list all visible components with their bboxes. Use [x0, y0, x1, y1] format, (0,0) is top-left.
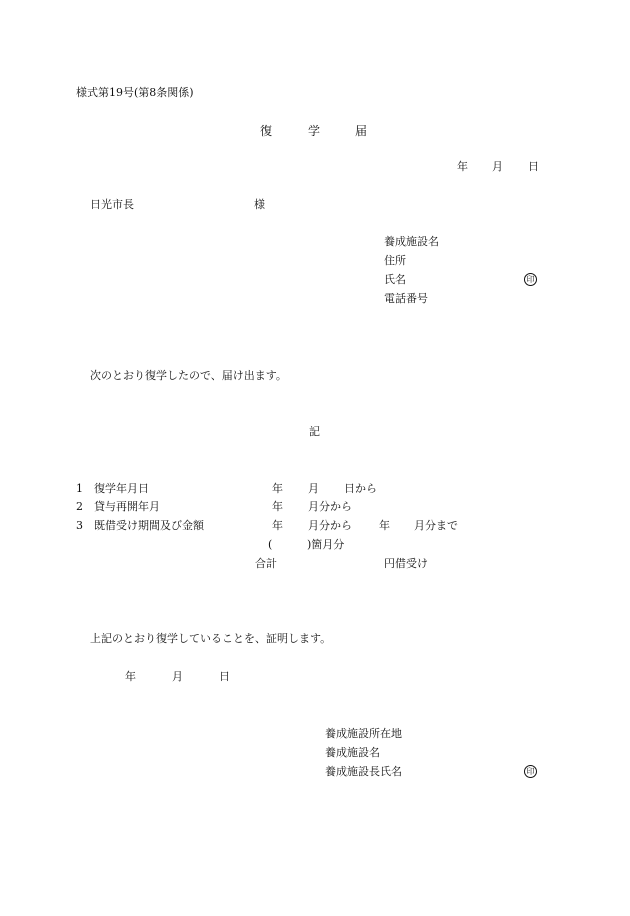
item-3-year-2: 年 [379, 519, 390, 532]
item-1-label: 復学年月日 [94, 482, 149, 495]
applicant-facility-name-label: 養成施設名 [384, 235, 439, 248]
facility-location-label: 養成施設所在地 [325, 727, 402, 740]
item-2-number: 2 [76, 500, 83, 513]
item-3-label: 既借受け期間及び金額 [94, 519, 204, 532]
header-date-year: 年 [457, 160, 468, 173]
facility-head-label: 養成施設長氏名 [325, 765, 402, 778]
item-1-number: 1 [76, 482, 83, 495]
certification-text: 上記のとおり復学していることを、証明します。 [90, 632, 332, 645]
item-2-label: 貸与再開年月 [94, 500, 160, 513]
cert-date-year: 年 [125, 670, 136, 683]
statement-text: 次のとおり復学したので、届け出ます。 [90, 369, 287, 382]
item-3-number: 3 [76, 519, 83, 532]
applicant-address-label: 住所 [384, 254, 406, 267]
applicant-name-label: 氏名 [384, 273, 406, 286]
title-char-2: 学 [308, 124, 321, 138]
applicant-phone-label: 電話番号 [384, 292, 428, 305]
item-3-year-1: 年 [272, 519, 283, 532]
facility-seal-icon: 印 [524, 765, 537, 778]
title-char-1: 復 [260, 124, 273, 138]
item-1-year: 年 [272, 482, 283, 495]
addressee-honorific: 様 [254, 198, 265, 211]
facility-name-label: 養成施設名 [325, 746, 380, 759]
form-number: 様式第19号(第8条関係) [76, 86, 194, 99]
addressee-name: 日光市長 [90, 198, 134, 211]
applicant-seal-icon: 印 [524, 273, 537, 286]
item-3-month-from: 月分から [308, 519, 352, 532]
item-2-year: 年 [272, 500, 283, 513]
title-char-3: 届 [355, 124, 368, 138]
cert-date-day: 日 [219, 670, 230, 683]
cert-date-month: 月 [172, 670, 183, 683]
total-label: 合計 [255, 557, 277, 570]
header-date-month: 月 [492, 160, 503, 173]
item-1-day-from: 日から [344, 482, 377, 495]
total-suffix: 円借受け [384, 557, 428, 570]
months-count-open: ( [268, 538, 273, 551]
item-2-month-from: 月分から [308, 500, 352, 513]
header-date-day: 日 [528, 160, 539, 173]
item-1-month: 月 [308, 482, 319, 495]
record-heading: 記 [309, 425, 320, 438]
item-3-month-to: 月分まで [414, 519, 458, 532]
months-count-close: )箇月分 [307, 538, 345, 551]
